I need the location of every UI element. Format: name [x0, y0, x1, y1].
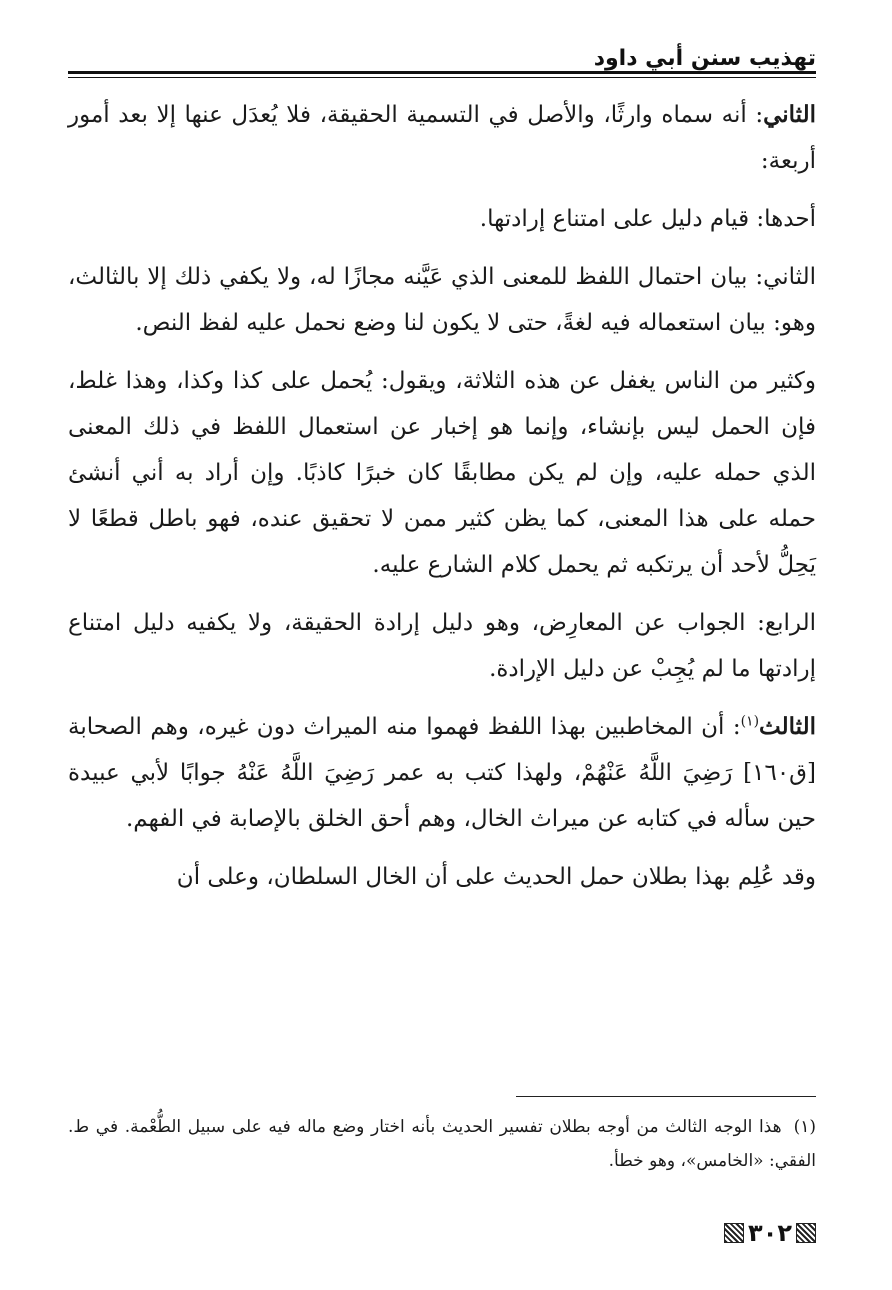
book-page — [68, 40, 816, 1260]
paragraph-second-condition: الثاني: بيان احتمال اللفظ للمعنى الذي عَيَّنه مجازًا له، ولا يكفي ذلك إلا بالثالث، وهو: بيان استعماله فيه لغةً، حتى لا يكون لنا وضع نحمل عليه لفظ النص. — [68, 264, 816, 336]
paragraph-discussion: وكثير من الناس يغفل عن هذه الثلاثة، ويقول: يُحمل على كذا وكذا، وهذا غلط، فإن الحمل ليس بإنشاء، وإنما هو إخبار عن استعمال اللفظ في ذلك المعنى الذي حمله عليه، وإن لم يكن مطابقًا كان خبرًا كاذبًا. وإن أراد به أني أنشئ حمله على هذا المعنى، كما يظن كثير ممن لا تحقيق عنده، فهو باطل قطعًا لا يَحِلُّ لأحد أن يرتكبه ثم يحمل كلام الشارع عليه. — [68, 368, 816, 578]
paragraph-second-reason — [68, 92, 816, 184]
footnote-number: (١) — [793, 1117, 816, 1137]
paragraph-third-reason — [68, 704, 816, 842]
paragraph-lead: الثاني — [763, 101, 816, 128]
paragraph-conclusion: وقد عُلِم بهذا بطلان حمل الحديث على أن الخال السلطان، وعلى أن — [176, 864, 816, 890]
paragraph-fourth-condition: الرابع: الجواب عن المعارِض، وهو دليل إرادة الحقيقة، ولا يكفيه دليل امتناع إرادتها ما لم يُجِبْ عن دليل الإرادة. — [68, 610, 816, 682]
header-rule — [68, 71, 816, 74]
page-number: ٣٠٢ — [748, 1219, 792, 1247]
ornament-icon — [796, 1223, 816, 1243]
footnote-separator — [516, 1096, 816, 1097]
running-header-title: تهذيب سنن أبي داود — [593, 46, 816, 71]
footnote-marker[interactable]: (١) — [740, 713, 760, 730]
paragraph-text: : أن المخاطبين بهذا اللفظ فهموا منه الميراث دون غيره، وهم الصحابة [ق١٦٠] رَضِيَ اللَّهُ عَنْهُمْ، ولهذا كتب به عمر رَضِيَ اللَّهُ عَنْهُ جوابًا لأبي عبيدة حين سأله في كتابه عن ميراث الخال، وهم أحق الخلق بالإصابة في الفهم. — [68, 714, 816, 832]
header-rule-secondary — [68, 77, 816, 78]
ornament-icon — [724, 1223, 744, 1243]
footnote-item — [68, 1110, 816, 1178]
paragraph-first-condition: أحدها: قيام دليل على امتناع إرادتها. — [479, 206, 816, 232]
paragraph-lead: الثالث — [759, 713, 816, 740]
footnote-text: هذا الوجه الثالث من أوجه بطلان تفسير الحديث بأنه اختار وضع ماله فيه على سبيل الطُّعْمة. في ط. الفقي: «الخامس»، وهو خطأ. — [68, 1117, 816, 1171]
paragraph-text: : أنه سماه وارثًا، والأصل في التسمية الحقيقة، فلا يُعدَل عنها إلا بعد أمور أربعة: — [68, 102, 816, 174]
page-number-block — [724, 1220, 816, 1246]
main-text — [68, 92, 816, 912]
footnotes — [68, 1110, 816, 1178]
